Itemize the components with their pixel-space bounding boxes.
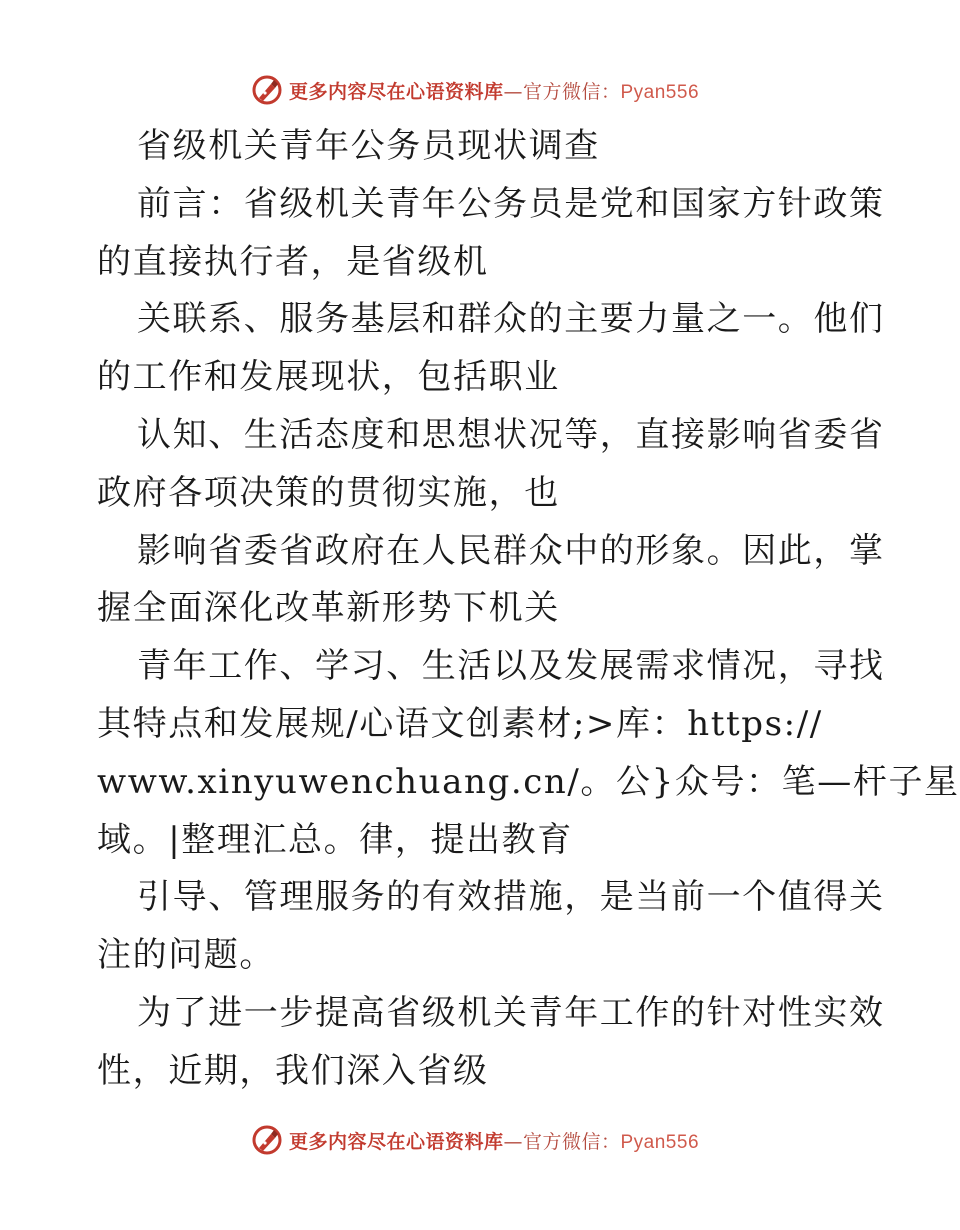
text-line: www.xinyuwenchuang.cn/。公}众号：笔—杆子星 [97,761,960,802]
text-line: 前言：省级机关青年公务员是党和国家方针政策 [137,183,885,224]
document-body [97,118,960,1101]
text-line: 青年工作、学习、生活以及发展需求情况，寻找 [137,646,885,687]
text-line: 影响省委省政府在人民群众中的形象。因此，掌 [137,530,885,571]
text-line: 政府各项决策的贯彻实施，也 [97,472,560,513]
banner-rest-text: —官方微信： [503,1130,621,1153]
text-line: 为了进一步提高省级机关青年工作的针对性实效 [137,992,885,1033]
header-banner-text [289,77,699,104]
pen-nib-logo-icon [251,1124,283,1156]
text-line: 引导、管理服务的有效措施，是当前一个值得关 [137,877,885,918]
text-line: 性，近期，我们深入省级 [97,1050,489,1091]
text-line: 的直接执行者，是省级机 [97,241,489,282]
text-line: 关联系、服务基层和群众的主要力量之一。他们 [137,299,885,340]
header-banner [0,70,950,110]
banner-wechat-id: Pyan556 [620,1131,700,1153]
text-line: 域。|整理汇总。律，提出教育 [97,819,573,860]
footer-banner [0,1120,950,1160]
document-title: 省级机关青年公务员现状调查 [137,126,600,166]
banner-lead-text: 更多内容尽在心语资料库 [288,80,504,103]
text-line: 的工作和发展现状，包括职业 [97,357,560,398]
text-line: 握全面深化改革新形势下机关 [97,588,560,629]
banner-rest-text: —官方微信： [503,80,621,103]
text-line: 其特点和发展规/心语文创素材;>库：https:// [97,703,823,744]
banner-wechat-id: Pyan556 [620,81,700,103]
footer-banner-text [289,1127,699,1154]
pen-nib-logo-icon [251,74,283,106]
text-line: 注的问题。 [97,935,275,976]
banner-lead-text: 更多内容尽在心语资料库 [288,1130,504,1153]
text-line: 认知、生活态度和思想状况等，直接影响省委省 [137,414,885,455]
